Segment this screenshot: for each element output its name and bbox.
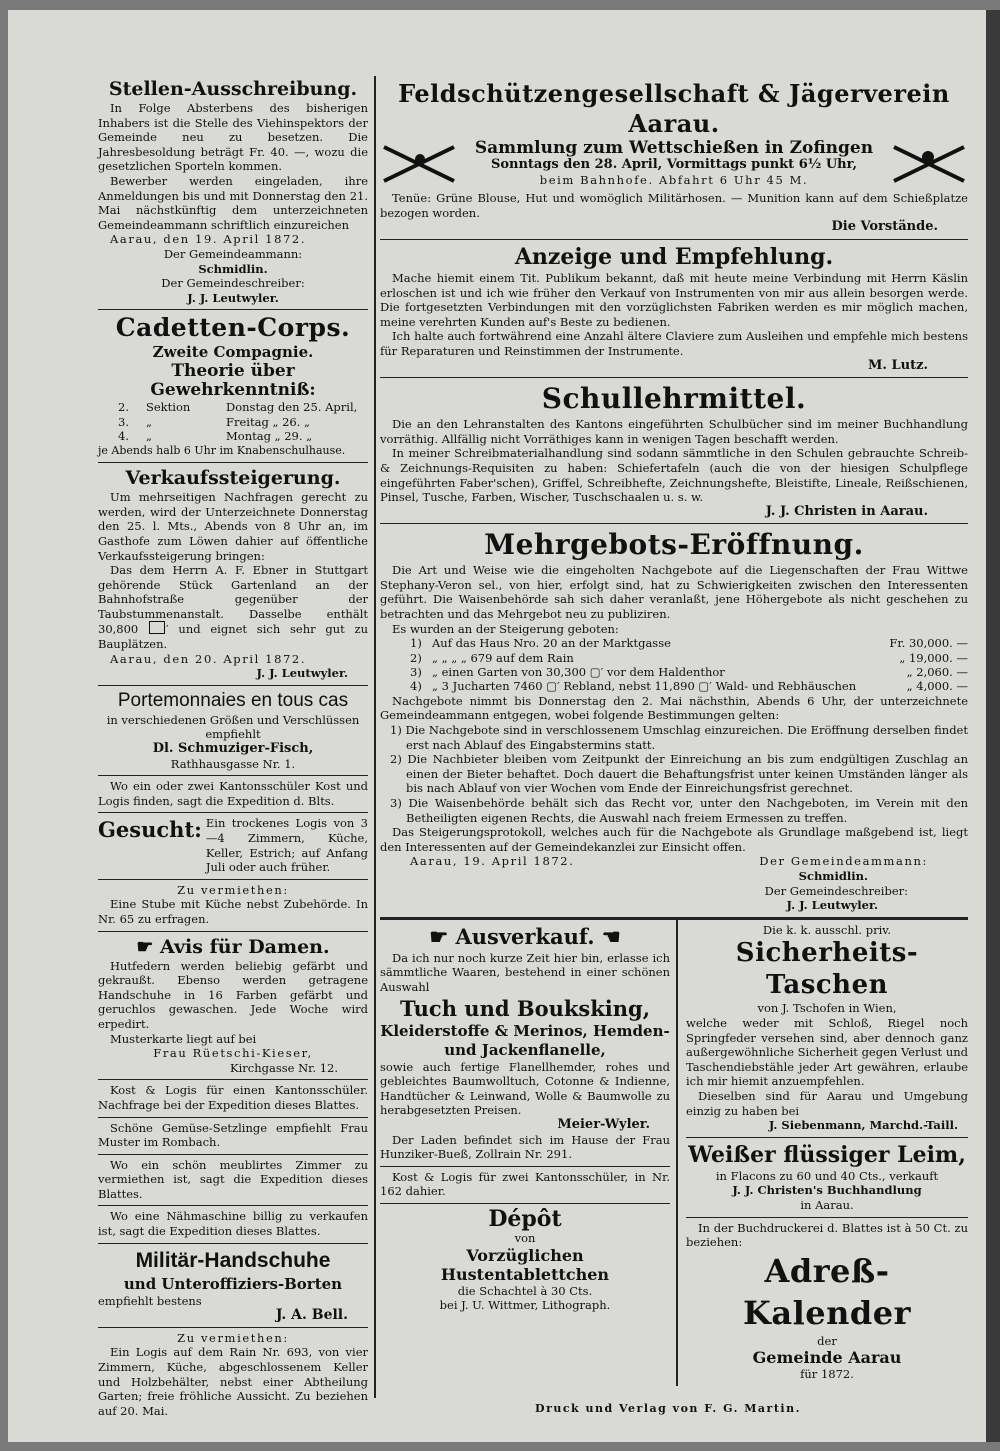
ad-address: Kirchgasse Nr. 12. (230, 1060, 338, 1075)
ad-title-text: Avis für Damen. (160, 935, 330, 958)
rule-item: 3) Die Waisenbehörde behält sich das Recht vor, unter den Nachgeboten, im Verein mit den Betheiligten eigenen Rechts, die Auswahl nach freiem Ermessen zu treffen. (390, 796, 968, 825)
ad-subtitle: und Unteroffiziers-Borten (123, 1274, 343, 1293)
ad-stellen-ausschreibung (98, 74, 368, 310)
page-edge-shadow (986, 10, 1000, 1442)
ad-subtitle: beim Bahnhofe. Abfahrt 6 Uhr 45 M. (539, 172, 809, 187)
schedule-table (98, 400, 368, 443)
ad-body: Das dem Herrn A. F. Ebner in Stuttgart gehörende Stück Gartenland an der Bahnhofstraße gegenüber der Taubstummenanstalt. Dasselbe enthält 30,800 ′ und eignet sich sehr gut zu Bauplätzen. (98, 563, 369, 652)
signature-role: Der Gemeindeschreiber: (764, 883, 908, 898)
schedule-cell: „ (146, 429, 152, 444)
ad-body: in Flacons zu 60 und 40 Cts., verkauft (715, 1168, 939, 1183)
ad-cadetten-corps (98, 310, 368, 463)
ad-title: Dépôt (488, 1205, 562, 1232)
ad-body: Schöne Gemüse-Setzlinge empfiehlt Frau Muster im Rombach. (98, 1120, 368, 1150)
schedule-cell: „ (146, 414, 152, 429)
ad-address: Rathhausgasse Nr. 1. (170, 756, 296, 771)
ad-body: Dieselben sind für Aarau und Umgebung einzig zu haben bei (686, 1088, 968, 1118)
newspaper-page (8, 10, 986, 1442)
bid-price: „ 19,000. — (899, 650, 968, 665)
right-column (380, 76, 968, 1386)
ad-subtitle: Vorzüglichen Hustentablettchen (440, 1245, 610, 1284)
ad-body: in Aarau. (800, 1197, 854, 1212)
ad-sicherheits-taschen (686, 920, 968, 1138)
ad-note: je Abends halb 6 Uhr im Knabenschulhause. (98, 443, 346, 457)
ad-body: Die an den Lehranstalten des Kantons eingeführten Schulbücher sind im meiner Buchhandlung vorräthig. Allfällig nicht Vorräthiges kann in wenigen Tagen beschafft werden. (380, 417, 968, 446)
signature-name: J. J. Leutwyler. (187, 290, 279, 305)
ad-gemuese-setzlinge (98, 1118, 368, 1155)
ad-title: Feldschützengesellschaft & Jägerverein Aarau. (398, 79, 950, 138)
ad-subtitle: von J. Tschofen in Wien, (757, 1001, 897, 1016)
ad-title-text: Ausverkauf. (455, 923, 595, 949)
ad-portemonnaies (98, 686, 368, 776)
ad-name: J. J. Christen's Buchhandlung (732, 1183, 922, 1198)
ad-body: bei J. U. Wittmer, Lithograph. (439, 1298, 611, 1313)
pointing-hand-right-icon: ☛ (429, 923, 449, 949)
signature-name: J. J. Leutwyler. (786, 898, 878, 913)
column-divider (374, 76, 376, 1398)
ad-schullehrmittel (380, 378, 968, 524)
ad-body: In der Buchdruckerei d. Blattes ist à 50 Ct. zu beziehen: (686, 1220, 968, 1250)
bid-text: „ einen Garten von 30,300 ▢′ vor dem Haldenthor (432, 665, 725, 680)
ad-body: Wo eine Nähmaschine billig zu verkaufen ist, sagt die Expedition dieses Blattes. (98, 1209, 368, 1239)
ad-adress-kalender (686, 1218, 968, 1386)
signature-name: M. Lutz. (868, 357, 928, 373)
square-feet-symbol (149, 621, 165, 634)
ad-title: Sicherheits-Taschen (735, 938, 919, 1001)
ad-title: Schullehrmittel. (541, 382, 807, 416)
ad-body: Kost & Logis für zwei Kantonsschüler, in Nr. 162 dahier. (380, 1169, 670, 1199)
signature-role: Der Gemeindeschreiber: (161, 276, 305, 291)
ad-title: Cadetten-Corps. (115, 313, 351, 343)
ad-body-part: und eignet sich sehr gut zu Bauplätzen. (98, 622, 369, 652)
ad-body: in verschiedenen Größen und Verschlüssen empfiehlt (106, 712, 360, 742)
ad-body: empfiehlt bestens (98, 1293, 202, 1308)
ad-naehmaschine (98, 1206, 368, 1243)
crossed-rifles-icon (888, 141, 968, 185)
ad-title: Anzeige und Empfehlung. (514, 243, 834, 270)
bid-number: 4) (410, 679, 422, 694)
ad-subtitle: Sonntags den 28. April, Vormittags punkt 6½ Uhr, (490, 157, 858, 172)
ad-body: Der Laden befindet sich im Hause der Frau Hunziker-Bueß, Zollrain Nr. 291. (380, 1132, 670, 1162)
ad-body: Es wurden an der Steigerung geboten: (392, 621, 619, 636)
ad-title: Mehrgebots-Eröffnung. (484, 528, 864, 562)
ad-kost-logis-2 (98, 1080, 368, 1117)
bid-list (380, 636, 968, 694)
ad-gesucht (98, 813, 368, 879)
ad-body: Wo ein oder zwei Kantonsschüler Kost und Logis finden, sagt die Expedition d. Blts. (98, 779, 368, 808)
ad-kost-logis-1 (98, 776, 368, 813)
ad-body: die Schachtel à 30 Cts. (457, 1283, 593, 1298)
ad-militaer-handschuhe (98, 1244, 368, 1328)
ad-body: Kost & Logis für einen Kantonsschüler. Nachfrage bei der Expedition dieses Blattes. (98, 1083, 368, 1112)
imprint-footer: Druck und Verlag von F. G. Martin. (535, 1402, 801, 1415)
ad-title: Zu vermiethen: (177, 882, 289, 897)
ad-body: sowie auch fertige Flanellhemder, rohes und gebleichtes Baumwolltuch, Cotonne & Indienne, Handtücher & Leinwand, Wolle & Baumwolle zu herabgesetzten Preisen. (380, 1059, 670, 1118)
bid-text: „ „ „ „ 679 auf dem Rain (432, 650, 574, 665)
ad-ausverkauf (380, 920, 670, 1167)
ad-body: Musterkarte liegt auf bei (110, 1031, 257, 1046)
schedule-row (98, 415, 368, 429)
bid-item (380, 636, 968, 650)
ad-mehrgebots-eroeffnung (380, 524, 968, 918)
ad-name: Frau Rüetschi-Kieser, (153, 1046, 313, 1061)
signature-name: Meier-Wyler. (557, 1116, 650, 1132)
ad-title: Militär-Handschuhe (135, 1248, 331, 1272)
ad-subtitle: Theorie über Gewehrkenntniß: (150, 361, 316, 401)
bid-price: Fr. 30,000. — (889, 636, 968, 651)
ad-feldschuetzen (380, 76, 968, 240)
signature-name: Die Vorstände. (831, 219, 938, 235)
bid-number: 1) (410, 636, 422, 651)
signature-name: J. A. Bell. (275, 1307, 348, 1324)
schedule-cell: 3. (118, 414, 129, 429)
ad-body: Mache hiemit einem Tit. Publikum bekannt, daß mit heute meine Verbindung mit Herrn Käslin erloschen ist und ich wie früher den Verkauf von Instrumenten von mir aus allein besorgen werde. Die fortgesetzten Verbindungen mit den vorzüglichsten Fabriken werden es mir möglich machen, meine verehrten Kunden auf's Beste zu bedienen. (380, 270, 968, 329)
ad-title: Stellen-Ausschreibung. (108, 78, 358, 100)
signature-role: Der Gemeindeammann: (163, 246, 303, 261)
ad-date: Aarau, 19. April 1872. (410, 854, 575, 869)
bid-text: Auf das Haus Nro. 20 an der Marktgasse (432, 636, 671, 651)
bottom-right-subcolumn (678, 920, 968, 1386)
ad-body: Eine Stube mit Küche nebst Zubehörde. In Nr. 65 zu erfragen. (98, 897, 368, 926)
ad-body: Um mehrseitigen Nachfragen gerecht zu werden, wird der Unterzeichnete Donnerstag den 25. l. Mts., Abends von 8 Uhr an, im Gasthofe zum Löwen dahier auf öffentliche Verkaufssteigerung bringen: (98, 490, 368, 563)
ad-body: Die Art und Weise wie die eingeholten Nachgebote auf die Liegenschaften der Frau Wittwe Stephany-Veron sel., von hier, erfolgt sind, hat zu Schwierigkeiten zwischen den Interessenten geführt. Die Waisenbehörde sah sich daher veranlaßt, jene Höhergebote als nicht geschehen zu betrachten und das Mehrgebot neu zu publiziren. (380, 563, 968, 622)
ad-body: Wo ein schön meublirtes Zimmer zu vermiethen ist, sagt die Expedition dieses Blattes. (98, 1157, 368, 1201)
ad-title: Gesucht: (98, 817, 202, 843)
ad-body: Ein trockenes Logis von 3—4 Zimmern, Küche, Keller, Estrich; auf Anfang Juli oder auch früher. (205, 816, 368, 875)
ad-zimmer (98, 1155, 368, 1207)
schedule-cell: Montag „ 29. „ (226, 429, 313, 444)
ad-body: Hutfedern werden beliebig gefärbt und gekraußt. Ebenso werden getragene Handschuhe in 16 Farben gefärbt und geruchlos gewaschen. Jede Woche wird erpedirt. (98, 958, 368, 1031)
bottom-left-subcolumn (380, 920, 678, 1386)
ad-title (98, 935, 368, 959)
ad-body: Die k. k. ausschl. priv. (762, 922, 892, 937)
ad-leim (686, 1138, 968, 1218)
ad-body: von (514, 1230, 536, 1245)
ad-anzeige-empfehlung (380, 240, 968, 378)
ad-body: Bewerber werden eingeladen, ihre Anmeldungen bis und mit Donnerstag den 21. Mai nächstkünftig dem unterzeichneten Gemeindeammann schriftlich einzureichen (98, 173, 368, 232)
bid-number: 3) (410, 665, 422, 680)
ad-body: der (817, 1333, 837, 1348)
ad-verkaufssteigerung (98, 463, 368, 686)
ad-subtitle: Gemeinde Aarau (752, 1348, 902, 1368)
rules-list (380, 723, 968, 825)
bid-item (380, 651, 968, 665)
schedule-row (98, 400, 368, 414)
ad-body: für 1872. (800, 1367, 854, 1382)
signature-role: Der Gemeindeammann: (759, 854, 928, 869)
ad-headline: Kleiderstoffe & Merinos, Hemden- und Jackenflanelle, (380, 1021, 670, 1059)
bid-item (380, 679, 968, 693)
ad-zu-vermiethen-2 (98, 1328, 368, 1423)
ad-body: Da ich nur noch kurze Zeit hier bin, erlasse ich sämmtliche Waaren, bestehend in einer schönen Auswahl (380, 950, 670, 994)
ad-title: Adreß-Kalender (743, 1251, 911, 1332)
signature-name: Schmidlin. (198, 261, 268, 276)
schedule-cell: Freitag „ 26. „ (226, 414, 310, 429)
ad-date: Aarau, den 19. April 1872. (110, 232, 307, 247)
ad-body: Das Steigerungsprotokoll, welches auch für die Nachgebote als Grundlage maßgebend ist, liegt den Interessenten auf der Gemeindekanzlei zur Einsicht offen. (380, 825, 968, 854)
bid-number: 2) (410, 650, 422, 665)
ad-title: Weißer flüssiger Leim, (688, 1141, 966, 1168)
ad-title: Zu vermiethen: (177, 1330, 289, 1345)
ad-body: Tenüe: Grüne Blouse, Hut und womöglich Militärhosen. — Munition kann auf dem Schießplatze bezogen worden. (380, 191, 968, 220)
ad-body: welche weder mit Schloß, Riegel noch Springfeder versehen sind, aber dennoch ganz außergewöhnliche Sicherheit gegen Verlust und Taschendiebstähle jeder Art gewähren, erlaube ich mir hiemit anzuempfehlen. (686, 1015, 968, 1089)
ad-subtitle: Sammlung zum Wettschießen in Zofingen (474, 138, 874, 158)
ad-title: Portemonnaies en tous cas (117, 689, 349, 711)
schedule-cell: 2. (118, 400, 129, 415)
ad-title (380, 923, 670, 951)
bottom-ads-grid (380, 918, 968, 1386)
ad-subtitle: Zweite Compagnie. (152, 343, 314, 362)
bid-text: „ 3 Jucharten 7460 ▢′ Rebland, nebst 11,890 ▢′ Wald- und Rebhäuschen (432, 679, 857, 694)
bid-price: „ 2,060. — (906, 665, 968, 680)
ad-depot (380, 1204, 670, 1317)
crossed-rifles-icon (380, 141, 460, 185)
ad-kost-logis-3 (380, 1167, 670, 1204)
signature-name: J. Siebenmann, Marchd.-Taill. (768, 1118, 958, 1133)
pointing-hand-left-icon: ☚ (601, 923, 621, 949)
schedule-cell: Sektion (146, 400, 191, 415)
ad-body: In meiner Schreibmaterialhandlung sind sodann sämmtliche in den Schulen gebrauchte Schreib- & Zeichnungs-Requisiten zu haben: Schiefertafeln (auch die von der hiesigen Schulpflege eingeführten Faber'schen), Griffel, Schreibhefte, Zeichnungshefte, Bleistifte, Lineale, Reißschienen, Pinsel, Tusche, Farben, Wischer, Tuschschaalen u. s. w. (380, 446, 968, 505)
ad-date: Aarau, den 20. April 1872. (110, 651, 307, 666)
signature-name: J. J. Christen in Aarau. (765, 503, 928, 519)
left-column (98, 74, 368, 1422)
ad-body: Nachgebote nimmt bis Donnerstag den 2. Mai nächsthin, Abends 6 Uhr, der unterzeichnete Gemeindeammann entgegen, wobei folgende Bestimmungen gelten: (380, 693, 968, 723)
ad-headline: Tuch und Bouksking, (399, 995, 651, 1021)
rule-item: 1) Die Nachgebote sind in verschlossenem Umschlag einzureichen. Die Eröffnung derselben findet erst nach Ablauf des Eingabstermins statt. (390, 723, 968, 752)
signature-name: J. J. Leutwyler. (256, 666, 348, 681)
schedule-cell: 4. (118, 429, 129, 444)
bid-item (380, 665, 968, 679)
ad-body: Ich halte auch fortwährend eine Anzahl ältere Claviere zum Ausleihen und empfehle mich bestens für Reparaturen und Reinstimmen der Instrumente. (380, 329, 968, 358)
ad-zu-vermiethen-1 (98, 880, 368, 932)
ad-title: Verkaufssteigerung. (125, 467, 341, 490)
pointing-hand-icon: ☛ (136, 935, 154, 958)
schedule-cell: Donstag den 25. April, (226, 400, 358, 415)
ad-body: Ein Logis auf dem Rain Nr. 693, von vier Zimmern, Küche, abgeschlossenem Keller und Holzbehälter, nebst einer Abtheilung Garten; freie fröhliche Aussicht. Zu beziehen auf 20. Mai. (98, 1345, 368, 1418)
ad-name: Dl. Schmuziger-Fisch, (152, 741, 314, 757)
ad-body: In Folge Absterbens des bisherigen Inhabers ist die Stelle des Viehinspektors der Gemeinde neu zu besetzen. Die Jahresbesoldung beträgt Fr. 40. —, wozu die gesetzlichen Sporteln kommen. (98, 101, 368, 174)
schedule-row (98, 429, 368, 443)
ad-avis-fuer-damen (98, 932, 368, 1081)
bid-price: „ 4,000. — (906, 679, 968, 694)
rule-item: 2) Die Nachbieter bleiben vom Zeitpunkt der Einreichung an bis zum endgültigen Zuschlag an einen der Bieter behaftet. Doch dauert die Behaftungsfrist unter keinen Umständen länger als bis nach Ablauf von vier Wochen vom Ende der Einreichungsfrist gerechnet. (390, 752, 968, 796)
signature-name: Schmidlin. (798, 869, 868, 883)
ad-body-part: Das dem Herrn A. F. Ebner in Stuttgart gehörende Stück Gartenland an der Bahnhofstraße gegenüber der Taubstummenanstalt. Dasselbe enthält 30,800 (98, 563, 368, 637)
